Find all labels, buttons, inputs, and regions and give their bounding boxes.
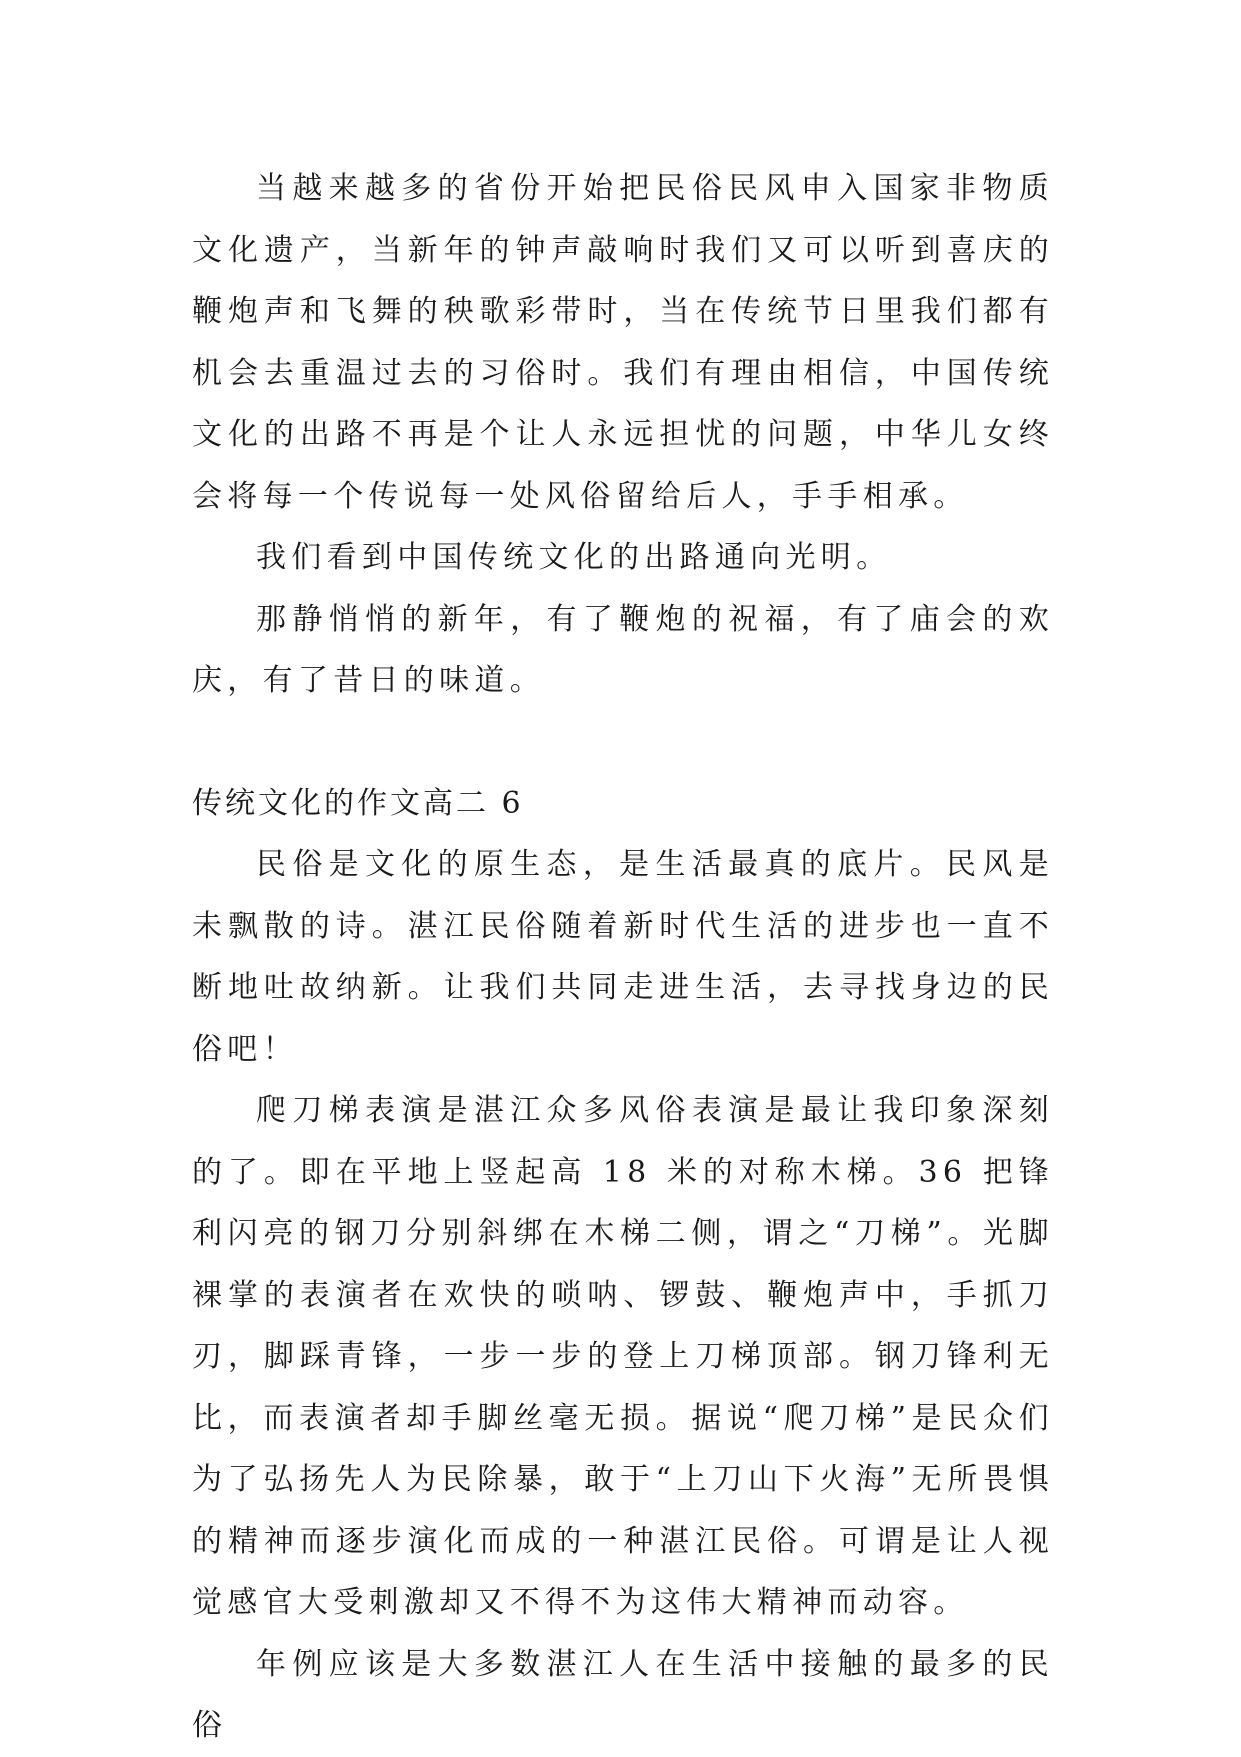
paragraph-nian-li: 年例应该是大多数湛江人在生活中接触的最多的民俗: [192, 1646, 1054, 1743]
paragraph-new-year: 那静悄悄的新年，有了鞭炮的祝福，有了庙会的欢庆，有了昔日的味道。: [192, 601, 1054, 698]
section-heading: 传统文化的作文高二 6: [192, 785, 524, 821]
document-body: [192, 158, 1054, 1757]
paragraph-intangible-heritage: 当越来越多的省份开始把民俗民风申入国家非物质文化遗产，当新年的钟声敲响时我们又可以听到喜庆的鞭炮声和飞舞的秧歌彩带时，当在传统节日里我们都有机会去重温过去的习俗时。我们有理由相信，中国传统文化的出路不再是个让人永远担忧的问题，中华儿女终会将每一个传说每一处风俗留给后人，手手相承。: [192, 171, 1054, 514]
paragraph-folk-customs: 民俗是文化的原生态，是生活最真的底片。民风是未飘散的诗。湛江民俗随着新时代生活的进步也一直不断地吐故纳新。让我们共同走进生活，去寻找身边的民俗吧！: [192, 847, 1054, 1067]
paragraph-knife-ladder: 爬刀梯表演是湛江众多风俗表演是最让我印象深刻的了。即在平地上竖起高 18 米的对称木梯。36 把锋利闪亮的钢刀分别斜绑在木梯二侧，谓之“刀梯”。光脚裸掌的表演者在欢快的唢呐、锣鼓、鞭炮声中，手抓刀刃，脚踩青锋，一步一步的登上刀梯顶部。钢刀锋利无比，而表演者却手脚丝毫无损。据说“爬刀梯”是民众们为了弘扬先人为民除暴，敢于“上刀山下火海”无所畏惧的精神而逐步演化而成的一种湛江民俗。可谓是让人视觉感官大受刺激却又不得不为这伟大精神而动容。: [192, 1093, 1054, 1620]
paragraph-bright-future: 我们看到中国传统文化的出路通向光明。: [256, 540, 892, 575]
